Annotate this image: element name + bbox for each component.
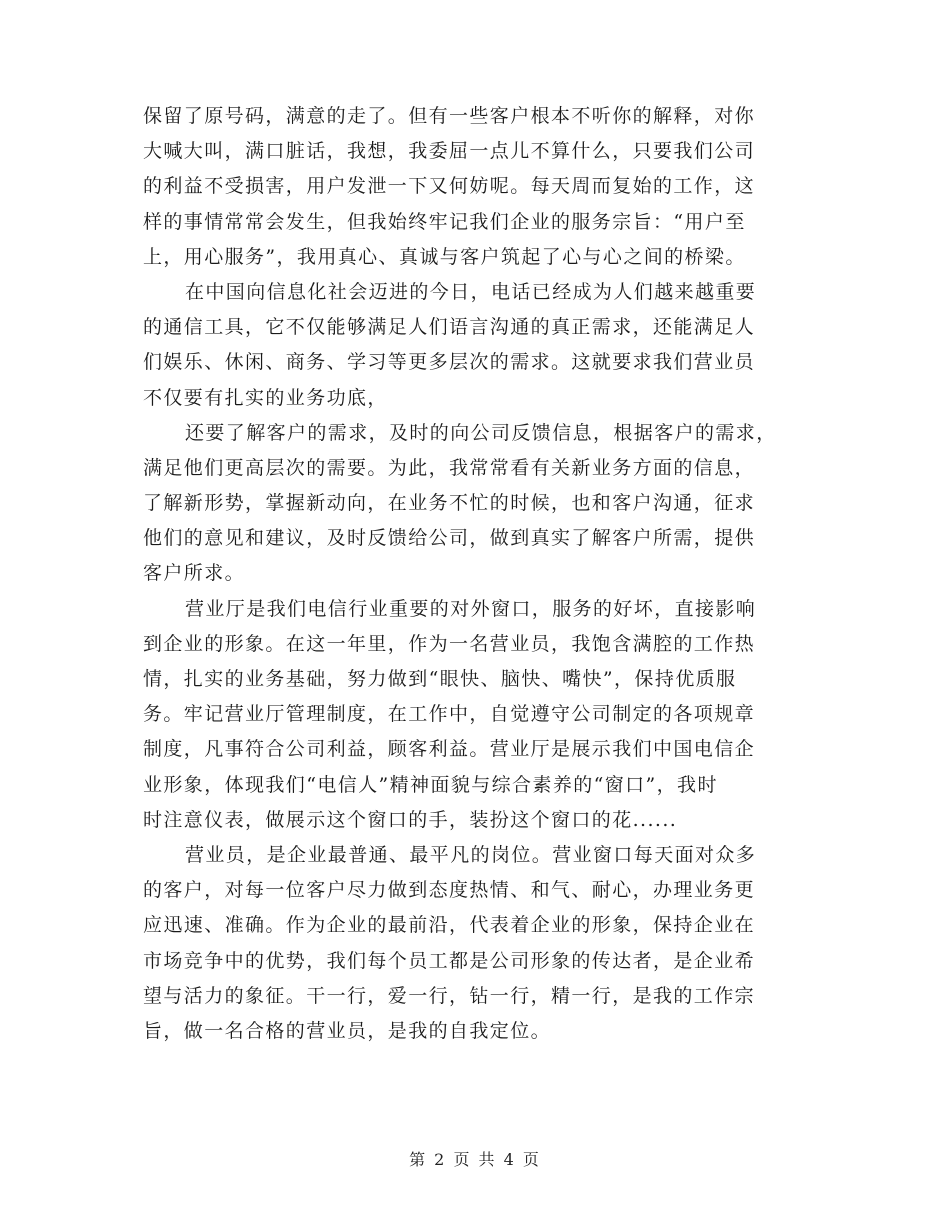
document-body (143, 99, 806, 1049)
text-line: 保留了原号码，满意的走了。但有一些客户根本不听你的解释，对你 (143, 105, 756, 127)
paragraph-start-line: 营业员，是企业最普通、最平凡的岗位。营业窗口每天面对众多 (185, 843, 757, 866)
text-line: 不仅要有扎实的业务功底， (143, 386, 388, 409)
text-line: 客户所求。 (143, 562, 246, 585)
text-line: 情，扎实的业务基础，努力做到“眼快、脑快、嘴快”，保持优质服 (143, 668, 737, 690)
text-line: 的客户，对每一位客户尽力做到态度热情、和气、耐心，办理业务更 (143, 879, 756, 902)
text-line: 了解新形势，掌握新动向，在业务不忙的时候，也和客户沟通，征求 (143, 492, 756, 515)
text-line: 应迅速、准确。作为企业的最前沿，代表着企业的形象，保持企业在 (143, 914, 756, 937)
text-line: 们娱乐、休闲、商务、学习等更多层次的需求。这就要求我们营业员 (143, 351, 756, 374)
paragraph-start-line: 在中国向信息化社会迈进的今日，电话已经成为人们越来越重要 (185, 280, 757, 303)
text-line: 他们的意见和建议，及时反馈给公司，做到真实了解客户所需，提供 (143, 527, 756, 550)
text-line: 样的事情常常会发生，但我始终牢记我们企业的服务宗旨：“用户至 (143, 210, 746, 233)
text-line: 满足他们更高层次的需要。为此，我常常看有关新业务方面的信息， (143, 456, 756, 479)
paragraph-start-line: 营业厅是我们电信行业重要的对外窗口，服务的好坏，直接影响 (185, 597, 757, 620)
text-line: 制度，凡事符合公司利益，顾客利益。营业厅是展示我们中国电信企 (143, 738, 756, 761)
text-line: 务。牢记营业厅管理制度，在工作中，自觉遵守公司制定的各项规章 (143, 703, 756, 726)
text-line: 旨，做一名合格的营业员，是我的自我定位。 (143, 1019, 552, 1042)
text-line: 的通信工具，它不仅能够满足人们语言沟通的真正需求，还能满足人 (143, 316, 756, 339)
text-line: 望与活力的象征。干一行，爱一行，钻一行，精一行，是我的工作宗 (143, 984, 756, 1007)
paragraph-start-line: 还要了解客户的需求，及时的向公司反馈信息，根据客户的需求， (185, 421, 777, 444)
text-line: 上，用心服务”，我用真心、真诚与客户筑起了心与心之间的桥梁。 (143, 245, 746, 268)
text-line: 时注意仪表，做展示这个窗口的手，装扮这个窗口的花...... (143, 808, 678, 831)
text-line: 市场竞争中的优势，我们每个员工都是公司形象的传达者，是企业希 (143, 949, 756, 972)
text-line: 到企业的形象。在这一年里，作为一名营业员，我饱含满腔的工作热 (143, 632, 756, 655)
text-line: 的利益不受损害，用户发泄一下又何妨呢。每天周而复始的工作，这 (143, 175, 756, 198)
text-line: 大喊大叫，满口脏话，我想，我委屈一点儿不算什么，只要我们公司 (143, 140, 756, 163)
text-line: 业形象，体现我们“电信人”精神面貌与综合素养的“窗口”，我时 (143, 773, 718, 796)
page-number-footer: 第 2 页 共 4 页 (409, 1150, 541, 1169)
